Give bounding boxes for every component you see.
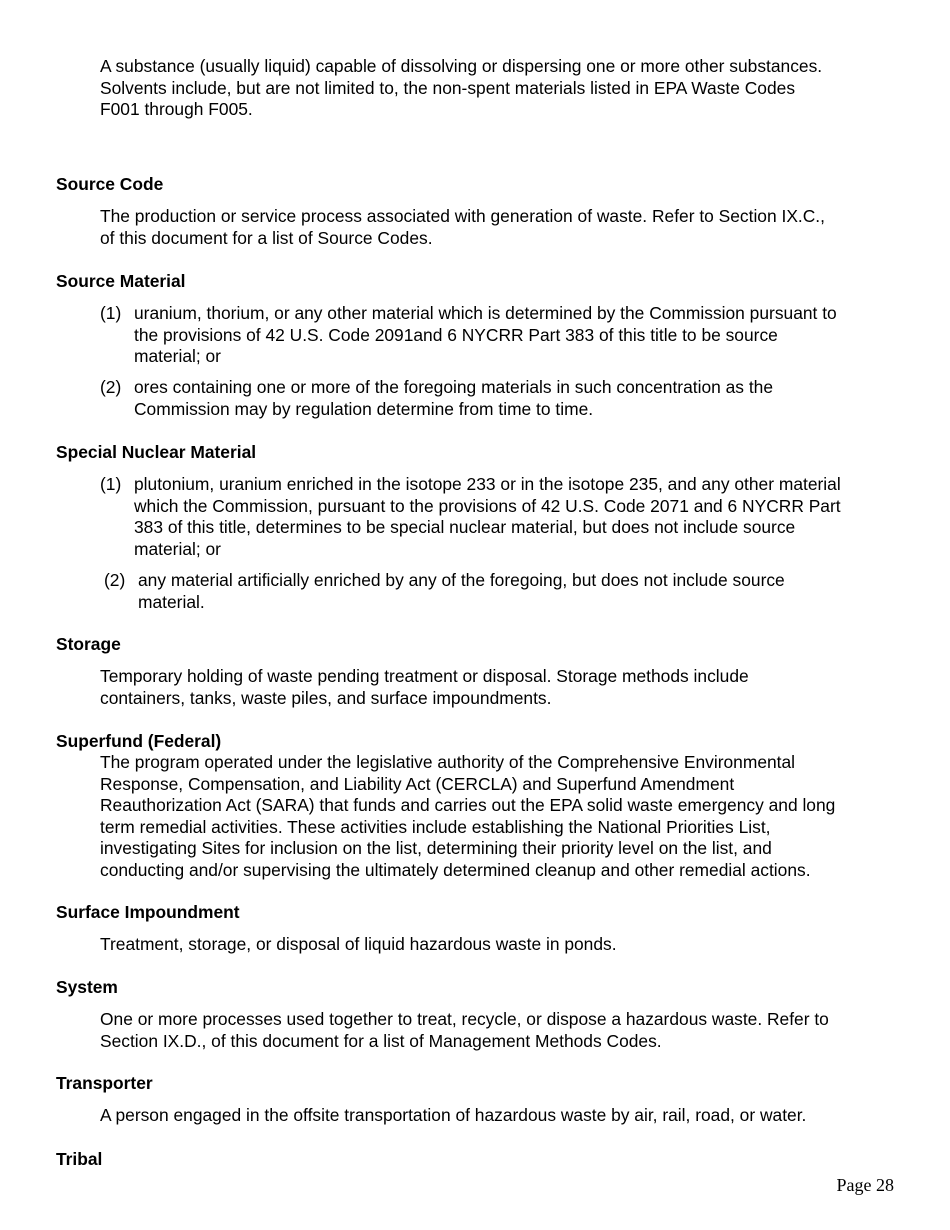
term-heading-source-code: Source Code	[56, 174, 164, 194]
list-number: (1)	[100, 474, 122, 494]
intro-paragraph	[100, 56, 900, 121]
term-heading-tribal: Tribal	[56, 1149, 103, 1169]
text-line: A substance (usually liquid) capable of dissolving or dispersing one or more other substances.	[100, 56, 823, 76]
list-item-special-nuclear-2	[138, 570, 908, 613]
list-number: (2)	[100, 377, 122, 397]
text-line: containers, tanks, waste piles, and surface impoundments.	[100, 687, 552, 708]
term-heading-transporter: Transporter	[56, 1073, 153, 1093]
text-line: conducting and/or supervising the ultimately determined cleanup and other remedial actions.	[100, 859, 811, 880]
definition-storage	[100, 666, 900, 709]
definition-surface-impoundment	[100, 934, 900, 956]
list-item-special-nuclear-1	[134, 474, 904, 560]
text-line: term remedial activities. These activities include establishing the National Priorities List,	[100, 816, 771, 837]
text-line: The production or service process associated with generation of waste. Refer to Section IX.C.,	[100, 206, 825, 226]
list-number: (1)	[100, 303, 122, 323]
text-line: Temporary holding of waste pending treatment or disposal. Storage methods include	[100, 666, 749, 686]
text-line: Reauthorization Act (SARA) that funds and carries out the EPA solid waste emergency and long	[100, 795, 836, 815]
term-heading-surface-impoundment: Surface Impoundment	[56, 902, 240, 922]
list-item-source-material-2	[134, 377, 904, 420]
text-line: F001 through F005.	[100, 99, 253, 119]
text-line: A person engaged in the offsite transportation of hazardous waste by air, rail, road, or water.	[100, 1105, 807, 1125]
text-line: Section IX.D., of this document for a list of Management Methods Codes.	[100, 1030, 662, 1051]
term-heading-system: System	[56, 977, 118, 997]
term-heading-superfund: Superfund (Federal)	[56, 731, 222, 751]
text-line: investigating Sites for inclusion on the list, determining their priority level on the list, and	[100, 838, 772, 858]
definition-transporter	[100, 1105, 900, 1127]
text-line: of this document for a list of Source Codes.	[100, 227, 433, 248]
list-item-source-material-1	[134, 303, 904, 368]
text-line: Commission may by regulation determine from time to time.	[134, 398, 594, 419]
text-line: any material artificially enriched by any of the foregoing, but does not include source	[138, 570, 785, 590]
text-line: material; or	[134, 346, 221, 366]
text-line: Treatment, storage, or disposal of liquid hazardous waste in ponds.	[100, 934, 617, 954]
definition-superfund	[100, 752, 905, 881]
text-line: plutonium, uranium enriched in the isotope 233 or in the isotope 235, and any other material	[134, 474, 841, 494]
term-heading-storage: Storage	[56, 634, 121, 654]
term-heading-source-material: Source Material	[56, 271, 186, 291]
text-line: 383 of this title, determines to be special nuclear material, but does not include source	[134, 517, 796, 537]
text-line: material.	[138, 591, 205, 612]
definition-source-code	[100, 206, 900, 249]
text-line: Solvents include, but are not limited to, the non-spent materials listed in EPA Waste Codes	[100, 77, 796, 98]
text-line: which the Commission, pursuant to the provisions of 42 U.S. Code 2071 and 6 NYCRR Part	[134, 495, 841, 516]
text-line: One or more processes used together to treat, recycle, or dispose a hazardous waste. Refer to	[100, 1009, 829, 1029]
definition-system	[100, 1009, 900, 1052]
list-number: (2)	[104, 570, 126, 590]
text-line: Response, Compensation, and Liability Act (CERCLA) and Superfund Amendment	[100, 773, 735, 794]
text-line: uranium, thorium, or any other material which is determined by the Commission pursuant to	[134, 303, 837, 323]
text-line: material; or	[134, 538, 221, 559]
page-number: Page 28	[836, 1175, 894, 1195]
text-line: ores containing one or more of the foregoing materials in such concentration as the	[134, 377, 773, 397]
text-line: the provisions of 42 U.S. Code 2091and 6 NYCRR Part 383 of this title to be source	[134, 324, 778, 345]
term-heading-special-nuclear-material: Special Nuclear Material	[56, 442, 257, 462]
text-line: The program operated under the legislative authority of the Comprehensive Environmental	[100, 752, 796, 772]
